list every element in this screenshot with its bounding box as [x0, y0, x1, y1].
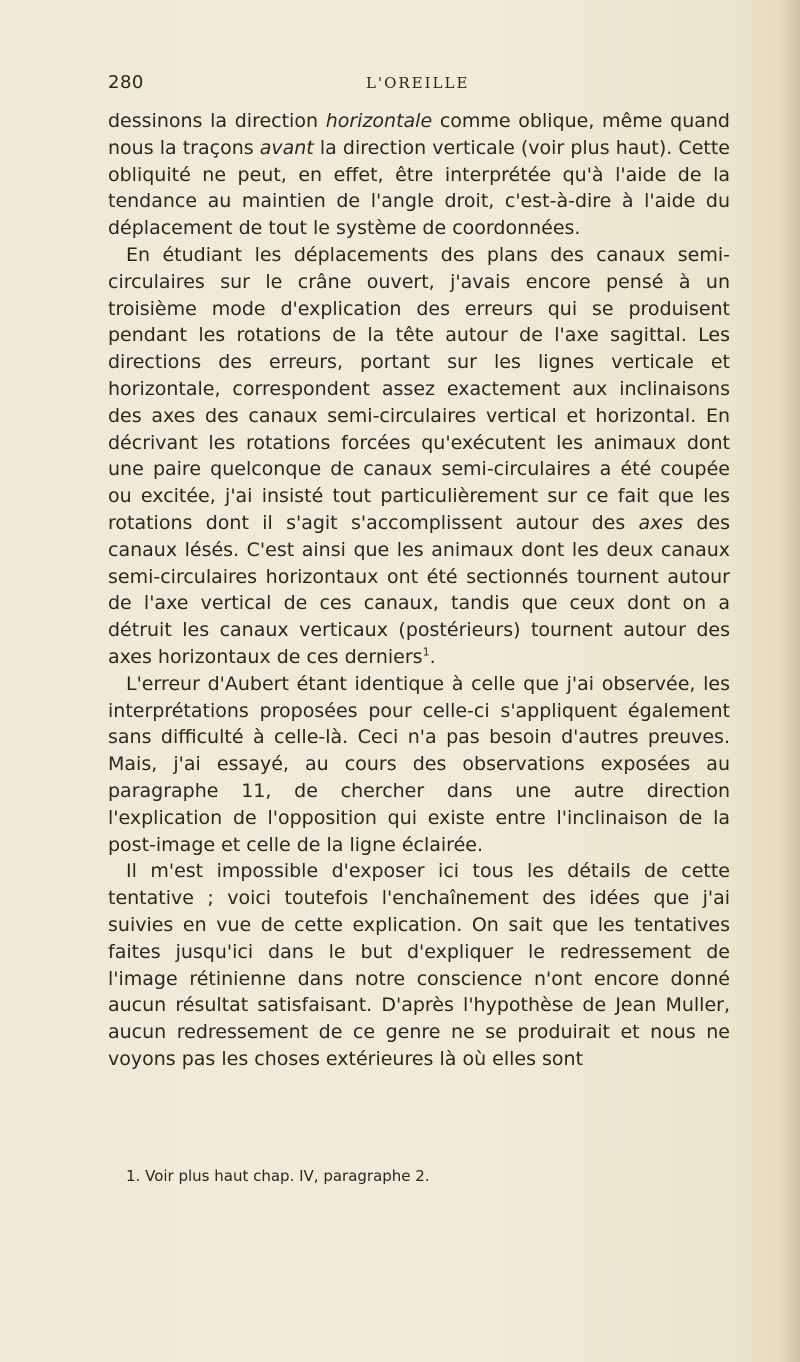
text-run: dessinons la direction	[108, 110, 326, 132]
footnote-reference: 1	[422, 645, 430, 659]
text-run: En étudiant les déplacements des plans des canaux semi-circulaires sur le crâne ouvert, j'avais encore pensé à un troisième mode d'explication des erreurs qui se produisent pendant les rotations de la tête autour de l'axe sagittal. Les directions des erreurs, portant sur les lignes verticale et horizontale, correspondent assez exactement aux inclinaisons des axes des canaux semi-circulaires vertical et horizontal. En décrivant les rotations forcées qu'exécutent les animaux dont une paire quelconque de canaux semi-circulaires a été coupée ou excitée, j'ai insisté tout particulièrement sur ce fait que les rotations dont il s'agit s'accomplissent autour des	[108, 243, 730, 534]
text-run: comme oblique, même quand nous la traçons	[108, 110, 730, 159]
italic-text: axes	[638, 511, 684, 534]
text-run: Il m'est impossible d'exposer ici tous les détails de cette tentative ; voici toutefois l'enchaînement des idées que j'ai suivies en vue de cette explication. On sait que les tentatives faites jusqu'ici dans le but d'expliquer le redressement de l'image rétinienne dans notre conscience n'ont encore donné aucun résultat satisfaisant. D'après l'hypothèse de Jean Muller, aucun redressement de ce genre ne se produirait et nous ne voyons pas les choses extérieures là où elles sont	[108, 860, 730, 1070]
paragraph	[108, 242, 730, 671]
italic-text: avant	[259, 136, 314, 159]
text-run: L'erreur d'Aubert étant identique à celle que j'ai observée, les interprétations proposées pour celle-ci s'appliquent également sans difficulté à celle-là. Ceci n'a pas besoin d'autres preuves. Mais, j'ai essayé, au cours des observations exposées au paragraphe 11, de chercher dans une autre direction l'explication de l'opposition qui existe entre l'inclinaison de la post-image et celle de la ligne éclairée.	[108, 672, 730, 856]
running-head	[108, 72, 728, 96]
footnote-text: Voir plus haut chap. IV, paragraphe 2.	[145, 1167, 430, 1185]
paragraph	[108, 858, 730, 1072]
italic-text: horizontale	[325, 110, 433, 132]
paragraph	[108, 108, 730, 242]
text-run: des canaux lésés. C'est ainsi que les animaux dont les deux canaux semi-circulaires horizontaux ont été sectionnés tournent autour de l'axe vertical de ces canaux, tandis que ceux dont on a détruit les canaux verticaux (postérieurs) tournent autour des axes horizontaux de ces derniers	[108, 511, 730, 668]
text-run: .	[429, 645, 436, 668]
footnote-marker: 1.	[126, 1167, 141, 1185]
running-title: L'OREILLE	[366, 74, 470, 92]
footnote	[126, 1167, 726, 1185]
text-run: la direction verticale (voir plus haut). Cette obliquité ne peut, en effet, être interprétée qu'à l'aide de la tendance au maintien de l'angle droit, c'est-à-dire à l'aide du déplacement de tout le système de coordonnées.	[108, 136, 730, 240]
page-edge-shadow	[778, 0, 800, 1362]
page-number: 280	[108, 72, 144, 93]
body-text	[108, 108, 730, 1073]
paragraph	[108, 671, 730, 859]
